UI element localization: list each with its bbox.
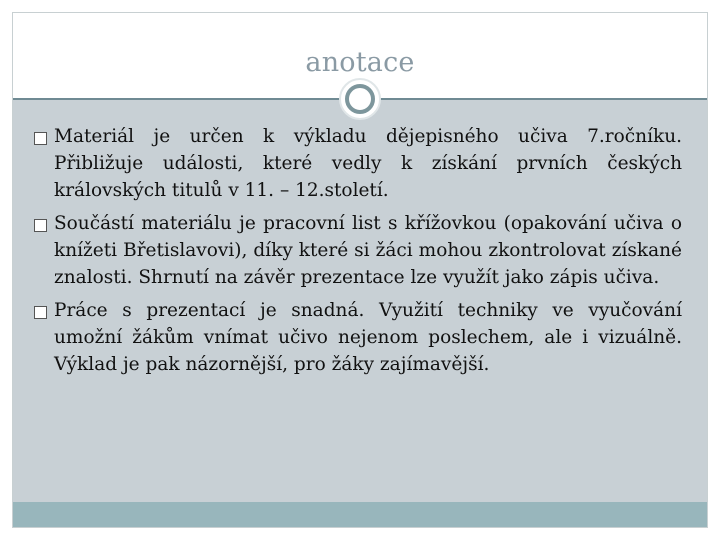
square-bullet-icon (34, 306, 47, 319)
square-bullet-icon (34, 132, 47, 145)
bullet-list (34, 123, 682, 384)
ring-ornament-inner (345, 84, 375, 114)
bullet-item (34, 297, 682, 378)
footer-bar (13, 502, 707, 527)
bullet-text: Práce s prezentací je snadná. Využití techniky ve vyučování umožní žákům vnímat učivo nejenom poslechem, ale i vizuálně. Výklad je pak názornější, pro žáky zajímavější. (54, 300, 682, 375)
square-bullet-icon (34, 219, 47, 232)
ring-ornament-icon (339, 78, 381, 120)
slide-title: anotace (305, 47, 415, 78)
bullet-text: Součástí materiálu je pracovní list s křížovkou (opakování učiva o knížeti Břetislavovi), díky které si žáci mohou zkontrolovat získané znalosti. Shrnutí na závěr prezentace lze využít jako zápis učiva. (54, 213, 682, 288)
bullet-item (34, 123, 682, 204)
bullet-item (34, 210, 682, 291)
bullet-text: Materiál je určen k výkladu dějepisného učiva 7.ročníku. Přibližuje události, které vedly k získání prvních českých královských titulů v 11. – 12.století. (54, 126, 682, 201)
